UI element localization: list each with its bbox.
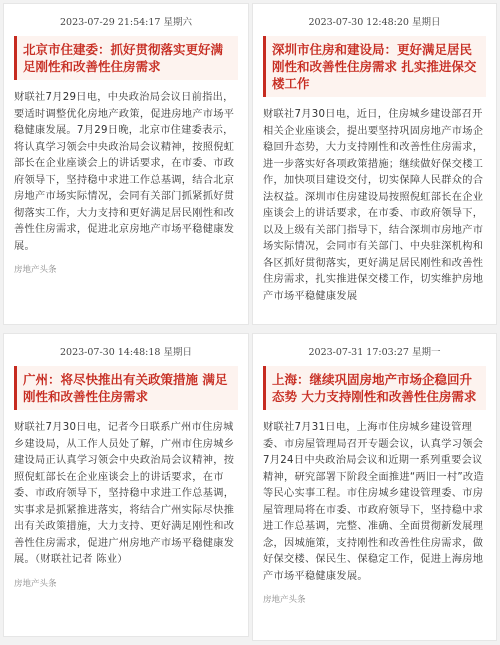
timestamp: 2023-07-30 12:48:20 星期日 (308, 17, 441, 28)
article-body: 财联社7月29日电，中央政治局会议日前指出，要适时调整优化房地产政策，促进房地产市场平稳健康发展。7月29日晚，北京市住建委表示，将认真学习领会中央政治局会议精神，按照倪虹部长在企业座谈会上的讲话要求，在市委、市政府领导下，坚持稳中求进工作总基调，结合北京房地产市场实际情况，会同有关部门抓紧抓好贯彻落实工作，大力支持和更好满足居民刚性和改善性住房需求，促进北京房地产市场平稳健康发展。 (14, 92, 235, 252)
headline: 北京市住建委：抓好贯彻落实更好满足刚性和改善性住房需求 (14, 36, 238, 80)
article-body: 财联社7月31日电，上海市住房城乡建设管理委、市房屋管理局召开专题会议，认真学习领会7月24日中央政治局会议和近期一系列重要会议精神，研究部署下阶段全面推进“两旧一村”改造等民心实事工程。市住房城乡建设管理委、市房屋管理局将在市委、市政府领导下，坚持稳中求进工作总基调，完整、准确、全面贯彻新发展理念，因城施策，支持刚性和改善性住房需求，做好保交楼、保民生、保稳定工作，促进上海房地产市场平稳健康发展。 (263, 422, 484, 582)
headline: 上海：继续巩固房地产市场企稳回升态势 大力支持刚性和改善性住房需求 (263, 366, 486, 410)
timestamp: 2023-07-29 21:54:17 星期六 (60, 17, 192, 28)
news-card-shenzhen[interactable] (253, 4, 496, 324)
news-card-beijing[interactable] (4, 4, 248, 324)
news-card-guangzhou[interactable] (4, 334, 248, 636)
timestamp: 2023-07-30 14:48:18 星期日 (60, 347, 192, 358)
source-label: 房地产头条 (14, 265, 57, 275)
headline: 深圳市住房和建设局：更好满足居民刚性和改善性住房需求 扎实推进保交楼工作 (263, 36, 486, 97)
article-body: 财联社7月30日电，近日，住房城乡建设部召开相关企业座谈会，提出要坚持巩固房地产市场企稳回升态势，大力支持刚性和改善性住房需求，进一步落实好各项政策措施；继续做好保交楼工作，加快项目建设交付，切实保障人民群众的合法权益。深圳市住房建设局按照倪虹部长在企业座谈会上的讲话要求，在市委、市政府领导下，以及上级有关部门指导下，结合深圳市房地产市场实际情况，会同市有关部门、中央驻深机构和各区抓好贯彻落实，更好满足居民刚性和改善性住房需求，扎实推进保交楼工作，切实维护房地产市场平稳健康发展 (263, 109, 484, 302)
source-label: 房地产头条 (263, 595, 306, 605)
timestamp: 2023-07-31 17:03:27 星期一 (308, 347, 441, 358)
news-card-shanghai[interactable] (253, 334, 496, 640)
headline: 广州：将尽快推出有关政策措施 满足刚性和改善性住房需求 (14, 366, 238, 410)
article-body: 财联社7月30日电，记者今日联系广州市住房城乡建设局，从工作人员处了解，广州市住房城乡建设局正认真学习领会中央政治局会议精神，按照倪虹部长在企业座谈会上的讲话要求，在市委、市政府领导下，坚持稳中求进工作总基调，实事求是抓紧推进落实，将结合广州实际尽快推出有关政策措施，大力支持、更好满足刚性和改善性住房需求，促进广州房地产市场平稳健康发展。（财联社记者 陈业） (14, 422, 235, 565)
source-label: 房地产头条 (14, 578, 57, 589)
